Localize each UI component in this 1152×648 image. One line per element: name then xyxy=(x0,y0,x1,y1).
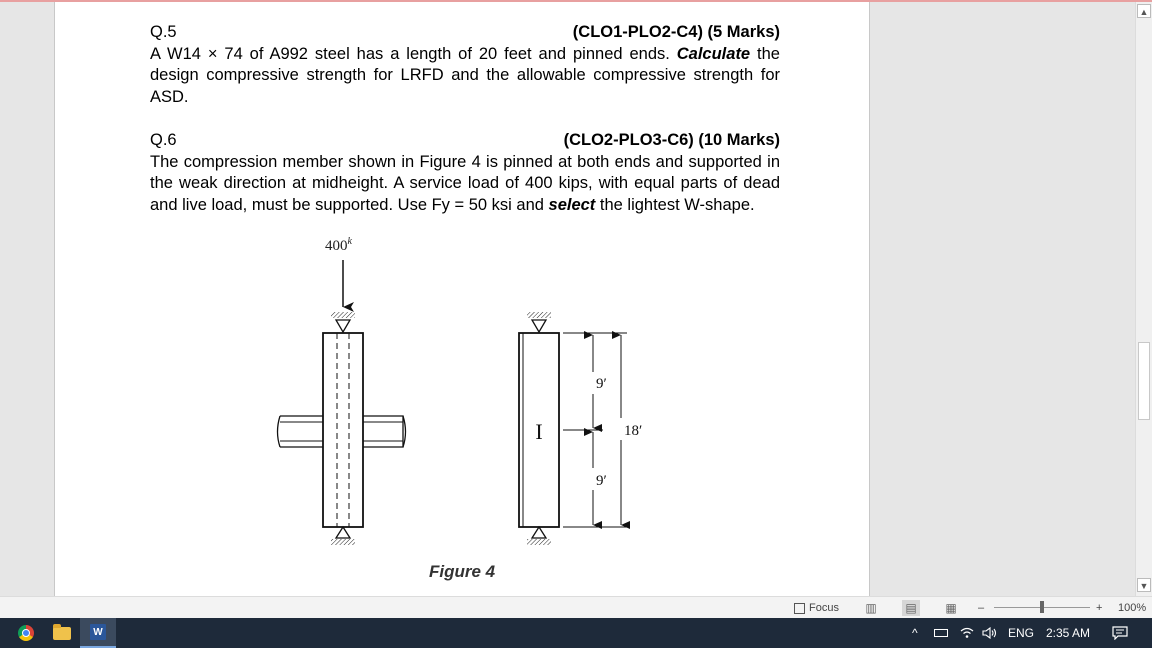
tray-overflow-chevron[interactable] xyxy=(912,618,918,648)
lower-dimension-label: 9′ xyxy=(596,473,607,489)
question-5-number: Q.5 xyxy=(150,23,177,41)
question-6-text-part: The compression member shown in Figure 4 is pinned at both ends and supported in the weak direction at midheight. A service load of 400 kips, with equal parts of dead and live load, must be supported. Use Fy = 50 ksi and xyxy=(150,152,780,214)
question-6-marks: (CLO2-PLO3-C6) (10 Marks) xyxy=(563,131,780,149)
upper-dimension-label: 9′ xyxy=(596,376,607,392)
notifications-icon[interactable] xyxy=(1112,618,1128,648)
wifi-icon[interactable] xyxy=(960,618,974,648)
question-5-keyword: Calculate xyxy=(676,44,751,63)
focus-label: Focus xyxy=(809,602,839,614)
question-6-keyword: select xyxy=(548,195,596,214)
question-5-text-part: the design compressive strength for LRFD and the allowable compressive strength for ASD. xyxy=(150,44,780,106)
folder-icon xyxy=(53,627,71,640)
battery-icon[interactable] xyxy=(934,618,948,648)
clock[interactable]: 2:35 AM xyxy=(1046,626,1091,640)
language-indicator[interactable]: ENG xyxy=(1008,626,1035,640)
question-5-marks: (CLO1-PLO2-C4) (5 Marks) xyxy=(572,23,780,41)
taskbar-file-explorer[interactable] xyxy=(44,618,80,648)
figure-caption: Figure 4 xyxy=(429,562,496,581)
word-icon: W xyxy=(90,624,106,640)
document-page[interactable] xyxy=(54,2,870,596)
zoom-out-button[interactable]: – xyxy=(978,602,985,614)
chrome-icon xyxy=(18,625,34,641)
taskbar-chrome[interactable] xyxy=(8,618,44,648)
zoom-level[interactable]: 100% xyxy=(1118,602,1147,614)
zoom-slider-thumb[interactable] xyxy=(1040,601,1044,613)
right-bottom-pin-support xyxy=(527,527,551,545)
figure-4-diagram xyxy=(55,2,869,596)
zoom-in-button[interactable]: + xyxy=(1096,602,1103,614)
scroll-down-icon[interactable]: ▼ xyxy=(1137,578,1151,592)
scroll-thumb[interactable] xyxy=(1138,342,1150,420)
taskbar-word[interactable] xyxy=(80,618,116,648)
status-bar xyxy=(0,596,1152,619)
section-symbol: I xyxy=(535,419,543,444)
print-layout-icon[interactable]: ▤ xyxy=(902,600,920,616)
left-bottom-pin-support xyxy=(331,527,355,545)
chevron-up-icon: ^ xyxy=(912,626,918,640)
document-workspace[interactable] xyxy=(0,2,1136,596)
web-layout-icon[interactable]: ▦ xyxy=(945,601,957,615)
question-5-text-part: A W14 × 74 of A992 steel has a length of 20 feet and pinned ends. xyxy=(150,44,677,63)
read-mode-icon[interactable]: ▥ xyxy=(865,601,877,615)
focus-button[interactable] xyxy=(794,600,839,616)
right-top-pin-support xyxy=(527,312,551,332)
focus-icon xyxy=(794,603,805,614)
left-column-elevation xyxy=(323,333,363,527)
left-top-pin-support xyxy=(331,312,355,332)
volume-icon[interactable] xyxy=(982,618,998,648)
scroll-up-icon[interactable]: ▲ xyxy=(1137,4,1151,18)
total-dimension-label: 18′ xyxy=(624,423,643,439)
load-label: 400$^k$ xyxy=(325,236,352,254)
question-6-text-part: the lightest W-shape. xyxy=(595,195,755,214)
vertical-scrollbar[interactable] xyxy=(1135,2,1152,596)
question-6-number: Q.6 xyxy=(150,131,177,149)
windows-taskbar xyxy=(0,618,1152,648)
